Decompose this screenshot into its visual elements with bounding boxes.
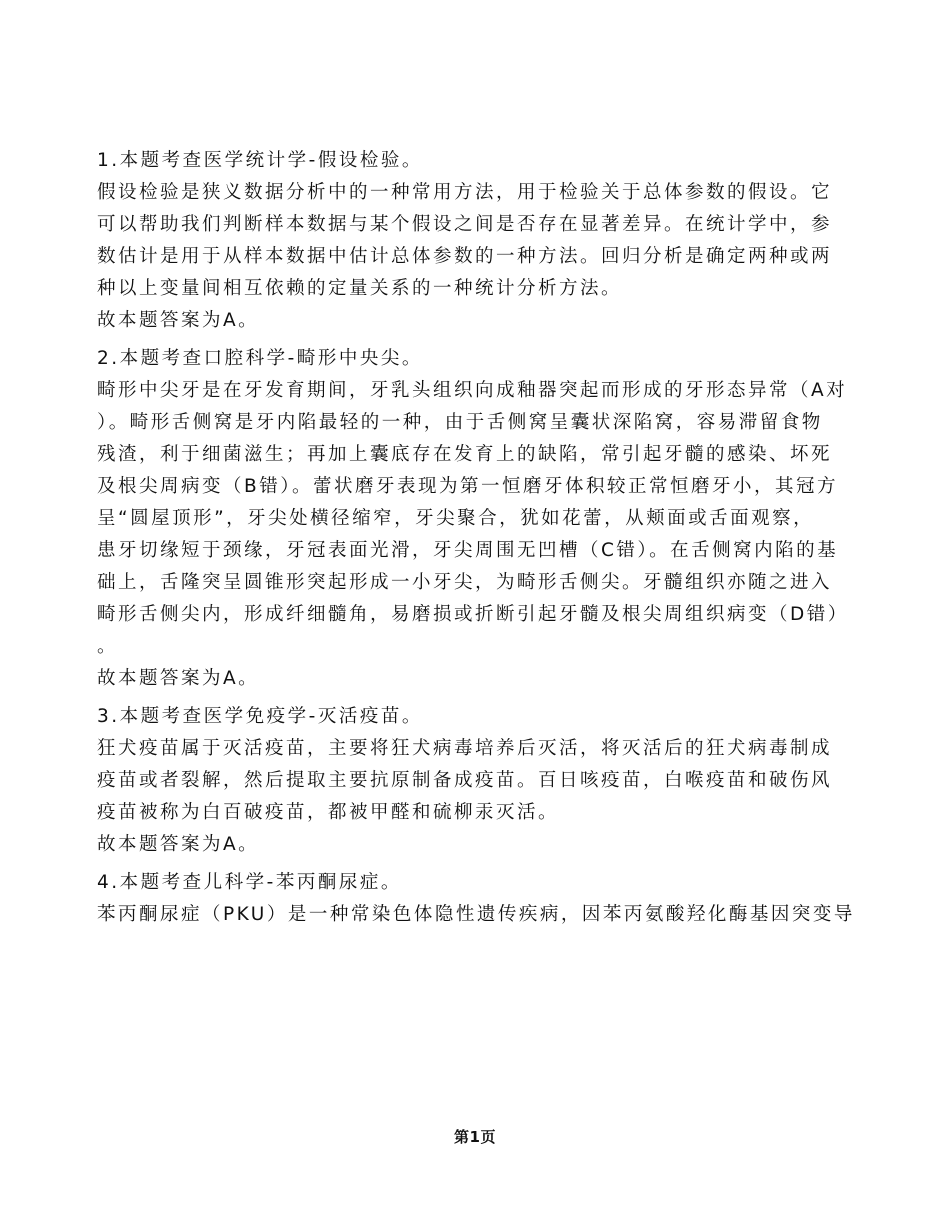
body-line: 可以帮助我们判断样本数据与某个假设之间是否存在显著差异。在统计学中，参 bbox=[97, 214, 833, 235]
section-heading: 3.本题考查医学免疫学-灭活疫苗。 bbox=[97, 706, 423, 727]
body-line: 。 bbox=[97, 636, 119, 657]
document-body bbox=[97, 145, 859, 931]
body-line: 及根尖周病变（B错）。蕾状磨牙表现为第一恒磨牙体积较正常恒磨牙小，其冠方 bbox=[97, 476, 838, 497]
answer-line: 故本题答案为A。 bbox=[97, 834, 260, 855]
body-line: 疫苗被称为白百破疫苗，都被甲醛和硫柳汞灭活。 bbox=[97, 802, 560, 823]
body-line: 呈“圆屋顶形”，牙尖处横径缩窄，牙尖聚合，犹如花蕾，从颊面或舌面观察， bbox=[97, 508, 815, 529]
body-line: 畸形中尖牙是在牙发育期间，牙乳头组织向成釉器突起而形成的牙形态异常（A对 bbox=[97, 380, 848, 401]
body-line: 种以上变量间相互依赖的定量关系的一种统计分析方法。 bbox=[97, 278, 623, 299]
body-line: 患牙切缘短于颈缘，牙冠表面光滑，牙尖周围无凹槽（C错）。在舌侧窝内陷的基 bbox=[97, 540, 839, 561]
section-heading: 1.本题考查医学统计学-假设检验。 bbox=[97, 150, 423, 171]
body-line: ）。畸形舌侧窝是牙内陷最轻的一种，由于舌侧窝呈囊状深陷窝，容易滞留食物 bbox=[97, 412, 823, 433]
body-line: 疫苗或者裂解，然后提取主要抗原制备成疫苗。百日咳疫苗，白喉疫苗和破伤风 bbox=[97, 770, 833, 791]
question-explanation-4 bbox=[97, 867, 859, 931]
question-explanation-1 bbox=[97, 145, 859, 337]
body-line: 数估计是用于从样本数据中估计总体参数的一种方法。回归分析是确定两种或两 bbox=[97, 246, 833, 267]
answer-line: 故本题答案为A。 bbox=[97, 310, 260, 331]
question-explanation-3 bbox=[97, 701, 859, 861]
question-explanation-2 bbox=[97, 343, 859, 695]
body-line: 础上，舌隆突呈圆锥形突起形成一小牙尖，为畸形舌侧尖。牙髓组织亦随之进入 bbox=[97, 572, 833, 593]
body-line: 狂犬疫苗属于灭活疫苗，主要将狂犬病毒培养后灭活，将灭活后的狂犬病毒制成 bbox=[97, 738, 833, 759]
section-heading: 4.本题考查儿科学-苯丙酮尿症。 bbox=[97, 872, 402, 893]
answer-line: 故本题答案为A。 bbox=[97, 668, 260, 689]
section-heading: 2.本题考查口腔科学-畸形中央尖。 bbox=[97, 348, 423, 369]
body-line: 苯丙酮尿症（PKU）是一种常染色体隐性遗传疾病，因苯丙氨酸羟化酶基因突变导 bbox=[97, 904, 855, 925]
body-line: 畸形舌侧尖内，形成纤细髓角，易磨损或折断引起牙髓及根尖周组织病变（D错） bbox=[97, 604, 849, 625]
page-number: 第1页 bbox=[454, 1128, 496, 1146]
body-line: 假设检验是狭义数据分析中的一种常用方法，用于检验关于总体参数的假设。它 bbox=[97, 182, 833, 203]
body-line: 残渣，利于细菌滋生；再加上囊底存在发育上的缺陷，常引起牙髓的感染、坏死 bbox=[97, 444, 833, 465]
